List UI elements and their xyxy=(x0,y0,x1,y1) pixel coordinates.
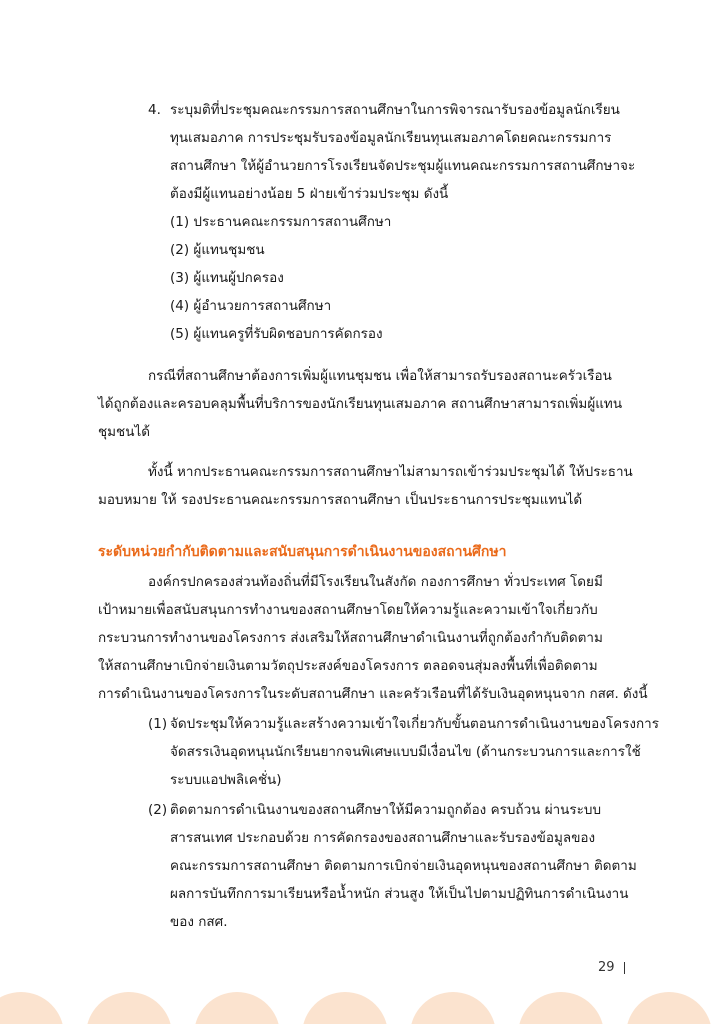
list-item-number: (2) xyxy=(148,802,168,818)
item-4-line: ต้องมีผู้แทนอย่างน้อย 5 ฝ่ายเข้าร่วมประชุม ดังนี้ xyxy=(170,186,449,202)
paragraph-line: มอบหมาย ให้ รองประธานคณะกรรมการสถานศึกษา เป็นประธานการประชุมแทนได้ xyxy=(98,492,583,508)
paragraph-line: การดำเนินงานของโครงการในระดับสถานศึกษา และครัวเรือนที่ได้รับเงินอุดหนุนจาก กสศ. ดังนี้ xyxy=(98,686,648,702)
section-heading: ระดับหน่วยกำกับติดตามและสนับสนุนการดำเนินงานของสถานศึกษา xyxy=(98,544,507,560)
list-item-line: สารสนเทศ ประกอบด้วย การคัดกรองของสถานศึกษาและรับรองข้อมูลของ xyxy=(170,830,596,846)
paragraph-line: ให้สถานศึกษาเบิกจ่ายเงินตามวัตถุประสงค์ของโครงการ ตลอดจนสุ่มลงพื้นที่เพื่อติดตาม xyxy=(98,658,598,674)
member-list-item: (5) ผู้แทนครูที่รับผิดชอบการคัดกรอง xyxy=(170,326,383,342)
list-item-line: จัดประชุมให้ความรู้และสร้างความเข้าใจเกี่ยวกับขั้นตอนการดำเนินงานของโครงการ xyxy=(170,716,660,732)
item-4-number: 4. xyxy=(148,102,161,118)
decor-circle xyxy=(194,992,280,1024)
paragraph-line: กระบวนการทำงานของโครงการ ส่งเสริมให้สถานศึกษาดำเนินงานที่ถูกต้องกำกับติดตาม xyxy=(98,630,603,646)
footer-decoration xyxy=(0,980,724,1024)
list-item-line: ของ กสศ. xyxy=(170,914,228,930)
list-item-line: จัดสรรเงินอุดหนุนนักเรียนยากจนพิเศษแบบมีเงื่อนไข (ด้านกระบวนการและการใช้ xyxy=(170,744,641,760)
item-4-line: สถานศึกษา ให้ผู้อำนวยการโรงเรียนจัดประชุมผู้แทนคณะกรรมการสถานศึกษาจะ xyxy=(170,158,636,174)
decor-circle xyxy=(518,992,604,1024)
paragraph-line: กรณีที่สถานศึกษาต้องการเพิ่มผู้แทนชุมชน เพื่อให้สามารถรับรองสถานะครัวเรือน xyxy=(148,368,612,384)
list-item-line: ระบบแอปพลิเคชั่น) xyxy=(170,772,282,788)
member-list-item: (3) ผู้แทนผู้ปกครอง xyxy=(170,270,284,286)
list-item-line: ผลการบันทึกการมาเรียนหรือน้ำหนัก ส่วนสูง ให้เป็นไปตามปฏิทินการดำเนินงาน xyxy=(170,886,629,902)
member-list-item: (2) ผู้แทนชุมชน xyxy=(170,242,265,258)
item-4-line: ทุนเสมอภาค การประชุมรับรองข้อมูลนักเรียนทุนเสมอภาคโดยคณะกรรมการ xyxy=(170,130,612,146)
paragraph-line: เป้าหมายเพื่อสนับสนุนการทำงานของสถานศึกษาโดยให้ความรู้และความเข้าใจเกี่ยวกับ xyxy=(98,602,598,618)
decor-circle xyxy=(302,992,388,1024)
paragraph-line: ทั้งนี้ หากประธานคณะกรรมการสถานศึกษาไม่สามารถเข้าร่วมประชุมได้ ให้ประธาน xyxy=(148,464,633,480)
decor-circle xyxy=(410,992,496,1024)
list-item-line: คณะกรรมการสถานศึกษา ติดตามการเบิกจ่ายเงินอุดหนุนของสถานศึกษา ติดตาม xyxy=(170,858,637,874)
list-item-line: ติดตามการดำเนินงานของสถานศึกษาให้มีความถูกต้อง ครบถ้วน ผ่านระบบ xyxy=(170,802,602,818)
paragraph-line: ชุมชนได้ xyxy=(98,424,151,440)
decor-circle xyxy=(626,992,712,1024)
page-number: 29 xyxy=(598,960,615,975)
member-list-item: (1) ประธานคณะกรรมการสถานศึกษา xyxy=(170,214,392,230)
page-number-separator xyxy=(624,962,625,974)
list-item-number: (1) xyxy=(148,716,168,732)
decor-circle xyxy=(0,992,64,1024)
member-list-item: (4) ผู้อำนวยการสถานศึกษา xyxy=(170,298,332,314)
decor-circle xyxy=(86,992,172,1024)
paragraph-line: องค์กรปกครองส่วนท้องถิ่นที่มีโรงเรียนในสังกัด กองการศึกษา ทั่วประเทศ โดยมี xyxy=(148,574,603,590)
item-4-line: ระบุมติที่ประชุมคณะกรรมการสถานศึกษาในการพิจารณารับรองข้อมูลนักเรียน xyxy=(170,102,620,118)
paragraph-line: ได้ถูกต้องและครอบคลุมพื้นที่บริการของนักเรียนทุนเสมอภาค สถานศึกษาสามารถเพิ่มผู้แทน xyxy=(98,396,623,412)
